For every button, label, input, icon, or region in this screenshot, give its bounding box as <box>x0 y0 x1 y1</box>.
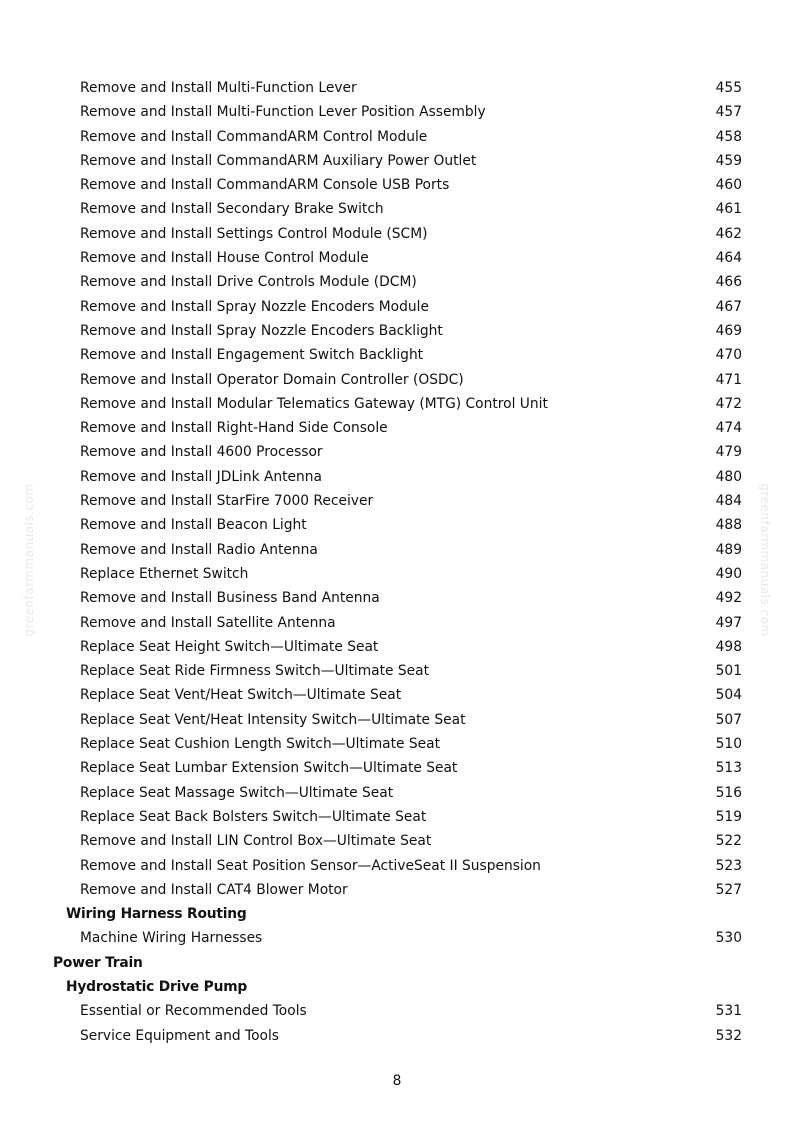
toc-entry-title: Remove and Install Multi-Function Lever <box>80 80 357 96</box>
toc-entry-title: Remove and Install LIN Control Box—Ultimate Seat <box>80 833 432 850</box>
toc-entry-page: 530 <box>715 930 742 947</box>
toc-entry-page: 455 <box>715 80 742 96</box>
toc-entry[interactable] <box>0 538 794 562</box>
toc-entry-title: Remove and Install StarFire 7000 Receiver <box>80 493 374 510</box>
toc-entry-page: 531 <box>715 1003 742 1020</box>
toc-entry-page: 513 <box>715 760 742 777</box>
toc-entry-title: Remove and Install Modular Telematics Gateway (MTG) Control Unit <box>80 395 548 412</box>
toc-entry-title: Remove and Install CommandARM Console USB Ports <box>80 177 450 194</box>
toc-entry-page: 519 <box>715 808 742 825</box>
toc-entry-title: Replace Seat Massage Switch—Ultimate Seat <box>80 784 394 801</box>
toc-entry-page: 507 <box>715 711 742 728</box>
toc-entry-title: Replace Ethernet Switch <box>80 565 249 582</box>
toc-entry-page: 471 <box>715 371 742 388</box>
toc-entry-page: 480 <box>715 468 742 485</box>
toc-entry-page: 498 <box>715 638 742 655</box>
toc-entry[interactable] <box>0 635 794 659</box>
toc-entry-page: 479 <box>715 444 742 461</box>
toc-entry-page: 469 <box>715 322 742 339</box>
toc-entry-page: 461 <box>715 201 742 218</box>
toc-entry[interactable] <box>0 659 794 683</box>
toc-entry-title: Remove and Install CAT4 Blower Motor <box>80 881 348 898</box>
toc-entry-title: Remove and Install JDLink Antenna <box>80 468 322 485</box>
toc-entry[interactable] <box>0 100 794 124</box>
toc-entry-title: Replace Seat Vent/Heat Switch—Ultimate Seat <box>80 687 402 704</box>
toc-entry-title: Replace Seat Ride Firmness Switch—Ultimate Seat <box>80 663 430 680</box>
toc-entry[interactable] <box>0 295 794 319</box>
toc-entry-title: Remove and Install Right-Hand Side Console <box>80 420 388 437</box>
toc-entry-title: Power Train <box>53 954 143 971</box>
watermark-left: greenfarmmanuals.com <box>22 483 36 637</box>
toc-entry[interactable] <box>0 222 794 246</box>
toc-entry-title: Remove and Install Settings Control Module (SCM) <box>80 225 428 242</box>
toc-entry[interactable] <box>0 586 794 610</box>
toc-entry-page: 470 <box>715 347 742 364</box>
toc-entry[interactable] <box>0 173 794 197</box>
toc-entry-page: 488 <box>715 517 742 534</box>
toc-entry-title: Essential or Recommended Tools <box>80 1003 307 1020</box>
toc-entry-page: 504 <box>715 687 742 704</box>
page-number: 8 <box>392 1073 402 1089</box>
toc-entry-title: Remove and Install Multi-Function Lever Position Assembly <box>80 104 486 121</box>
toc-entry[interactable] <box>0 781 794 805</box>
toc-entry-page: 490 <box>715 565 742 582</box>
toc-entry-page: 532 <box>715 1027 742 1044</box>
toc-entry-title: Replace Seat Vent/Heat Intensity Switch—Ultimate Seat <box>80 711 466 728</box>
toc-entry[interactable] <box>0 319 794 343</box>
toc-entry[interactable] <box>0 465 794 489</box>
toc-entry[interactable] <box>0 149 794 173</box>
toc-entry[interactable] <box>0 854 794 878</box>
toc-entry-page: 462 <box>715 225 742 242</box>
toc-entry-title: Service Equipment and Tools <box>80 1027 279 1044</box>
toc-entry-page: 484 <box>715 493 742 510</box>
toc-section-heading <box>0 975 794 999</box>
toc-entry-page: 516 <box>715 784 742 801</box>
toc-entry-page: 472 <box>715 395 742 412</box>
toc-entry[interactable] <box>0 76 794 100</box>
toc-entry-page: 464 <box>715 250 742 267</box>
toc-entry[interactable] <box>0 829 794 853</box>
toc-entry[interactable] <box>0 708 794 732</box>
toc-entry-page: 527 <box>715 881 742 898</box>
toc-entry-title: Remove and Install Spray Nozzle Encoders Module <box>80 298 429 315</box>
toc-entry-title: Remove and Install CommandARM Control Module <box>80 128 428 145</box>
toc-entry[interactable] <box>0 416 794 440</box>
watermark-right: greenfarmmanuals.com <box>758 483 772 637</box>
toc-entry[interactable] <box>0 270 794 294</box>
toc-entry[interactable] <box>0 513 794 537</box>
toc-entry-title: Remove and Install Engagement Switch Backlight <box>80 347 424 364</box>
toc-entry-title: Remove and Install House Control Module <box>80 250 369 267</box>
toc-entry-title: Replace Seat Lumbar Extension Switch—Ultimate Seat <box>80 760 458 777</box>
toc-entry[interactable] <box>0 125 794 149</box>
toc-entry[interactable] <box>0 368 794 392</box>
toc-entry-title: Remove and Install Business Band Antenna <box>80 590 380 607</box>
toc-entry-title: Remove and Install Satellite Antenna <box>80 614 336 631</box>
toc-entry[interactable] <box>0 611 794 635</box>
toc-entry-title: Machine Wiring Harnesses <box>80 930 263 947</box>
toc-entry[interactable] <box>0 805 794 829</box>
toc-entry[interactable] <box>0 999 794 1023</box>
toc-entry-title: Remove and Install Beacon Light <box>80 517 307 534</box>
toc-entry-page: 510 <box>715 736 742 753</box>
toc-section-heading <box>0 951 794 975</box>
toc-entry-title: Replace Seat Height Switch—Ultimate Seat <box>80 638 379 655</box>
toc-entry-title: Replace Seat Back Bolsters Switch—Ultimate Seat <box>80 808 427 825</box>
toc-entry-page: 492 <box>715 590 742 607</box>
toc-entry-title: Remove and Install Drive Controls Module (DCM) <box>80 274 417 291</box>
toc-entry-page: 458 <box>715 128 742 145</box>
toc-entry-title: Hydrostatic Drive Pump <box>66 978 248 995</box>
table-of-contents <box>0 76 794 1048</box>
toc-entry-title: Wiring Harness Routing <box>66 906 247 923</box>
toc-entry-page: 501 <box>715 663 742 680</box>
toc-entry-page: 497 <box>715 614 742 631</box>
toc-entry-page: 466 <box>715 274 742 291</box>
toc-entry-title: Remove and Install Spray Nozzle Encoders Backlight <box>80 322 443 339</box>
toc-entry-page: 522 <box>715 833 742 850</box>
toc-entry[interactable] <box>0 440 794 464</box>
toc-entry-title: Remove and Install CommandARM Auxiliary Power Outlet <box>80 152 477 169</box>
toc-entry-title: Remove and Install Radio Antenna <box>80 541 318 558</box>
toc-entry[interactable] <box>0 197 794 221</box>
toc-entry[interactable] <box>0 878 794 902</box>
toc-entry[interactable] <box>0 392 794 416</box>
toc-entry-page: 467 <box>715 298 742 315</box>
toc-entry[interactable] <box>0 756 794 780</box>
toc-entry[interactable] <box>0 562 794 586</box>
toc-entry-page: 457 <box>715 104 742 121</box>
toc-entry[interactable] <box>0 489 794 513</box>
toc-entry-title: Remove and Install Secondary Brake Switch <box>80 201 384 218</box>
toc-entry[interactable] <box>0 246 794 270</box>
toc-entry-page: 459 <box>715 152 742 169</box>
toc-entry[interactable] <box>0 926 794 950</box>
toc-entry-title: Remove and Install Seat Position Sensor—ActiveSeat II Suspension <box>80 857 541 874</box>
toc-entry-page: 489 <box>715 541 742 558</box>
toc-entry-page: 474 <box>715 420 742 437</box>
toc-section-heading <box>0 902 794 926</box>
toc-entry-title: Replace Seat Cushion Length Switch—Ultimate Seat <box>80 736 441 753</box>
toc-entry-title: Remove and Install Operator Domain Controller (OSDC) <box>80 371 464 388</box>
toc-entry[interactable] <box>0 683 794 707</box>
toc-entry[interactable] <box>0 732 794 756</box>
toc-entry[interactable] <box>0 1024 794 1048</box>
toc-entry[interactable] <box>0 343 794 367</box>
toc-entry-page: 523 <box>715 857 742 874</box>
toc-entry-title: Remove and Install 4600 Processor <box>80 444 323 461</box>
toc-entry-page: 460 <box>715 177 742 194</box>
